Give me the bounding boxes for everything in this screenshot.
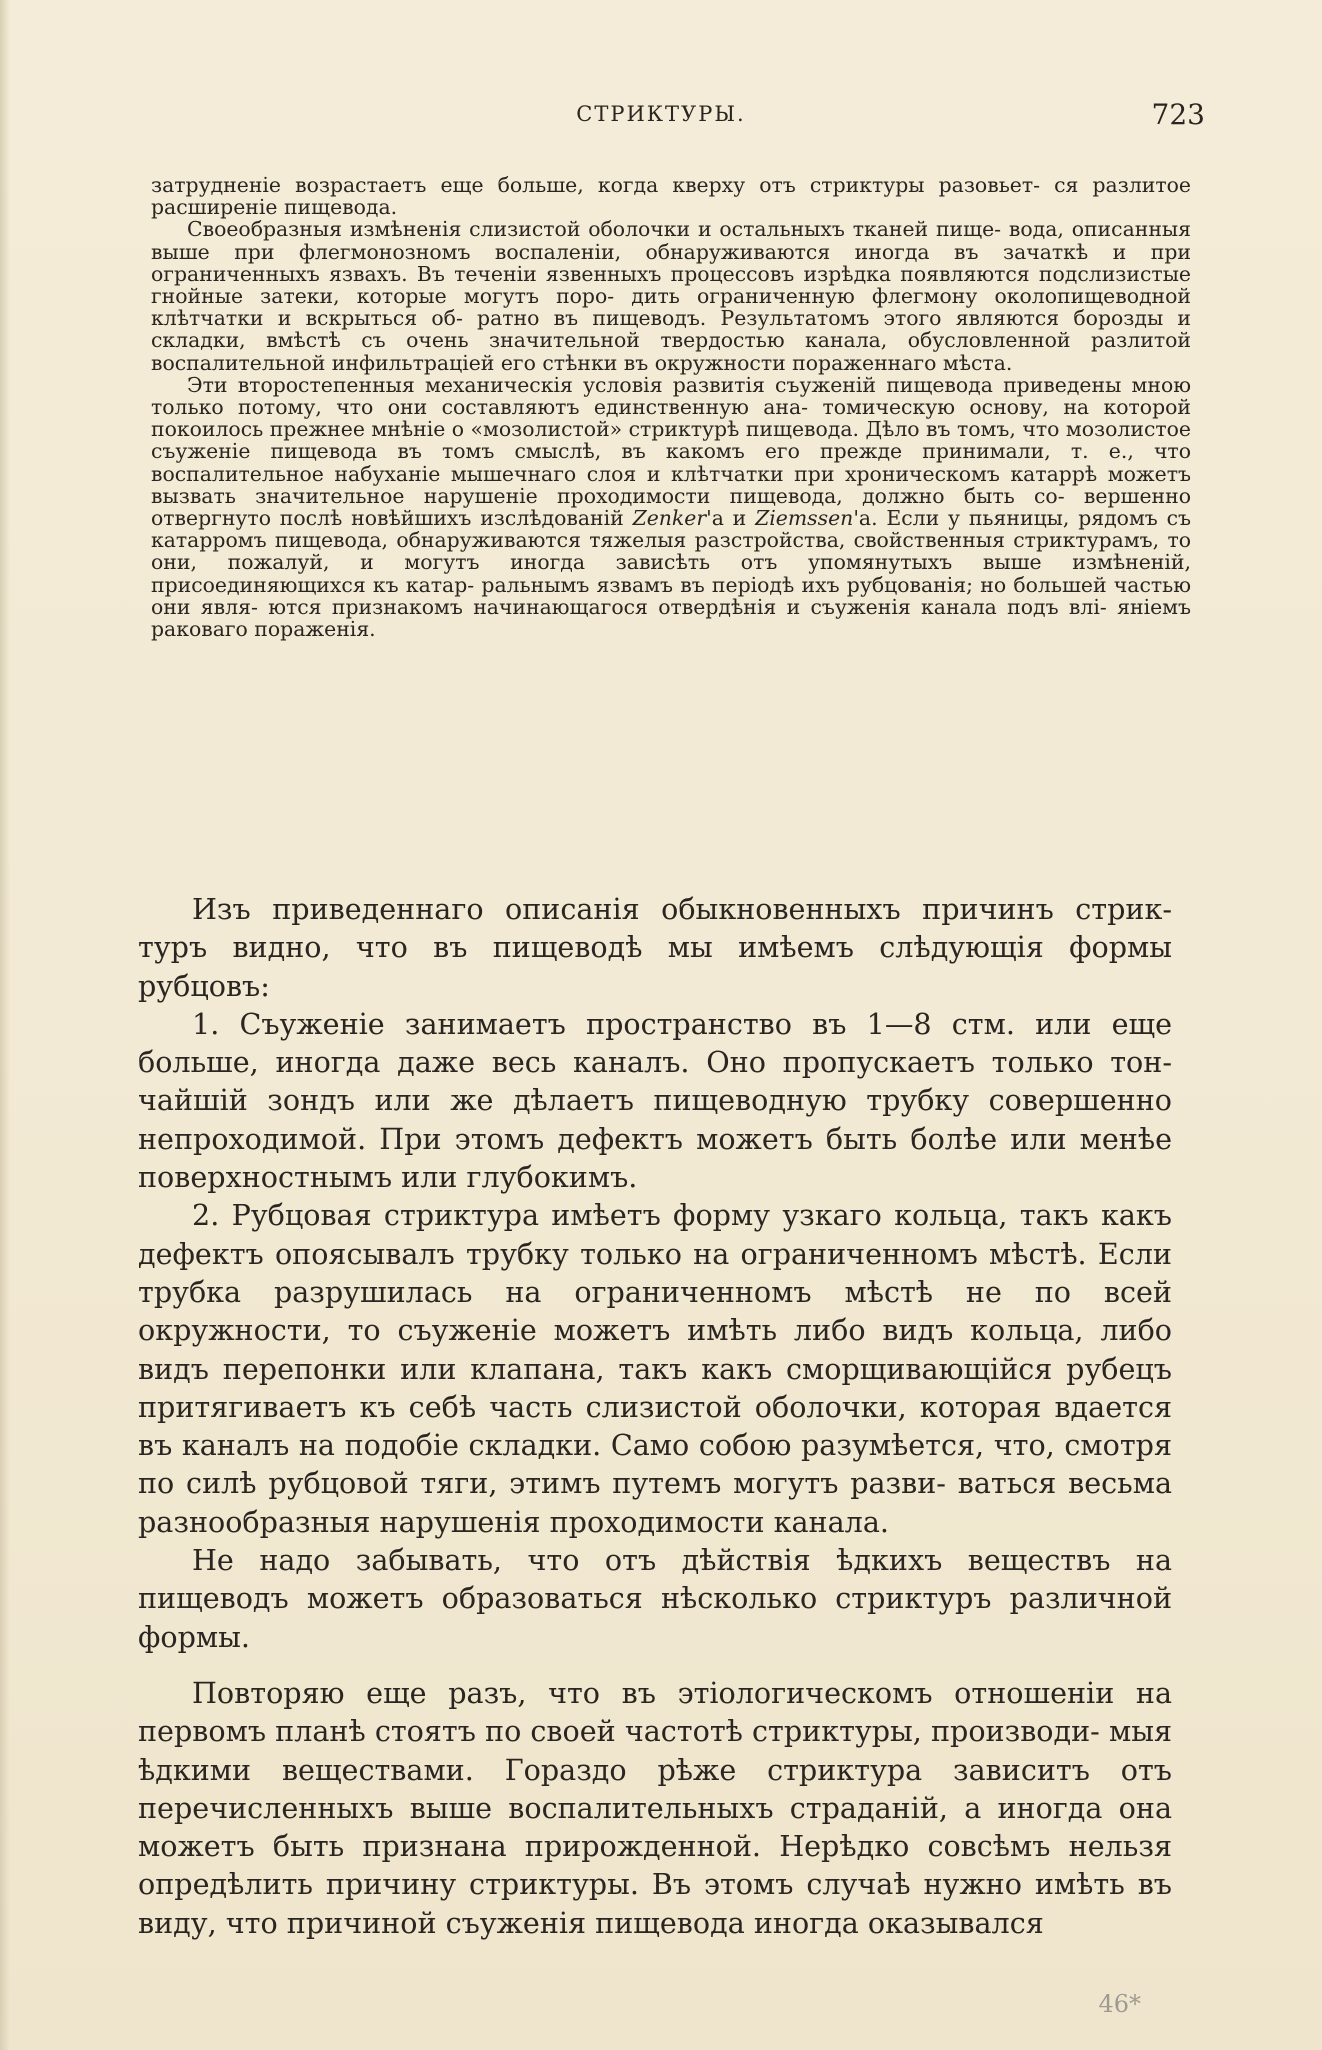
paragraph-small-3-part-b: Если у пьяницы, рядомъ съ катарромъ пищевода, обнаруживаются тяжелыя разстройства, свойственныя стриктурамъ, то они, пожалуй, и могутъ иногда зависѣть отъ упомянутыхъ выше измѣненій, присоединяющихся къ катар- ральнымъ язвамъ въ періодѣ ихъ рубцованія; но большей частью они явля- ются признакомъ начинающагося отвердѣнія и съуженія канала подъ влі- яніемъ раковаго пораженія. xyxy=(151,506,1191,642)
small-print-section xyxy=(151,174,1191,640)
main-text-section xyxy=(138,890,1172,1942)
paragraph-small-3 xyxy=(151,374,1191,640)
paragraph-large-5: Повторяю еще разъ, что въ этіологическомъ отношеніи на первомъ планѣ стоятъ по своей частотѣ стриктуры, производи- мыя ѣдкими веществами. Гораздо рѣже стриктура зависитъ отъ перечисленныхъ выше воспалительныхъ страданій, а иногда она можетъ быть признана прирожденной. Нерѣдко совсѣмъ нельзя опредѣлить причину стриктуры. Въ этомъ случаѣ нужно имѣть въ виду, что причиной съуженія пищевода иногда оказывался xyxy=(138,1675,1172,1940)
paragraph-large-4: Не надо забывать, что отъ дѣйствія ѣдкихъ веществъ на пищеводъ можетъ образоваться нѣсколько стриктуръ различной формы. xyxy=(138,1543,1172,1654)
author-suffix-2: 'а. xyxy=(853,506,878,531)
paragraph-large-2: 1. Съуженіе занимаетъ пространство въ 1—8 стм. или еще больше, иногда даже весь каналъ. Оно пропускаетъ только тон- чайшій зондъ или же дѣлаетъ пищеводную трубку совершенно непроходимой. При этомъ дефектъ можетъ быть болѣе или менѣе поверхностнымъ или глубокимъ. xyxy=(138,1006,1172,1195)
paragraph-small-2: Своеобразныя измѣненія слизистой оболочки и остальныхъ тканей пище- вода, описанныя выше при флегмонозномъ воспаленіи, обнаруживаются иногда въ зачаткѣ и при ограниченныхъ язвахъ. Въ теченіи язвенныхъ процессовъ изрѣдка появляются подслизистые гнойные затеки, которые могутъ поро- дить ограниченную флегмону околопищеводной клѣтчатки и вскрыться об- ратно въ пищеводъ. Результатомъ этого являются борозды и складки, вмѣстѣ съ очень значительной твердостью канала, обусловленной разлитой воспалительной инфильтраціей его стѣнки въ окружности пораженнаго мѣста. xyxy=(151,217,1191,375)
paragraph-small-3-part-a: Эти второстепенныя механическія условія развитія съуженій пищевода приведены мною только потому, что они составляютъ единственную ана- томическую основу, на которой покоилось прежнее мнѣніе о «мозолистой» стриктурѣ пищевода. Дѣло въ томъ, что мозолистое съуженіе пищевода въ томъ смыслѣ, въ какомъ его прежде принимали, т. е., что воспалительное набуханіе мышечнаго слоя и клѣтчатки при хроническомъ катаррѣ можетъ вызвать значительное нарушеніе проходимости пищевода, должно быть со- вершенно отвергнуто послѣ новѣйшихъ изслѣдованій xyxy=(151,372,1191,531)
paragraph-small-1: затрудненіе возрастаетъ еще больше, когда кверху отъ стриктуры разовьет- ся разлитое расширеніе пищевода. xyxy=(151,173,1191,220)
running-title: СТРИКТУРЫ. xyxy=(576,102,746,126)
signature-mark: 46* xyxy=(1098,1990,1141,2018)
page-number: 723 xyxy=(1151,98,1205,131)
author-name-zenker: Zenker xyxy=(632,506,707,531)
author-suffix-1: 'а и xyxy=(706,506,756,531)
paragraph-large-3: 2. Рубцовая стриктура имѣетъ форму узкаго кольца, такъ какъ дефектъ опоясывалъ трубку только на ограниченномъ мѣстѣ. Если трубка разрушилась на ограниченномъ мѣстѣ не по всей окружности, то съуженіе можетъ имѣть либо видъ кольца, либо видъ перепонки или клапана, такъ какъ сморщивающійся рубецъ притягиваетъ къ себѣ часть слизистой оболочки, которая вдается въ каналъ на подобіе складки. Само собою разумѣется, что, смотря по силѣ рубцовой тяги, этимъ путемъ могутъ разви- ваться весьма разнообразныя нарушенія проходимости канала. xyxy=(138,1198,1172,1539)
paragraph-large-1: Изъ приведеннаго описанія обыкновенныхъ причинъ стрик- туръ видно, что въ пищеводѣ мы имѣемъ слѣдующія формы рубцовъ: xyxy=(138,892,1172,1003)
author-name-ziemssen: Ziemssen xyxy=(755,506,854,531)
page-edge-shadow xyxy=(0,0,10,2050)
page-header xyxy=(0,98,1322,138)
